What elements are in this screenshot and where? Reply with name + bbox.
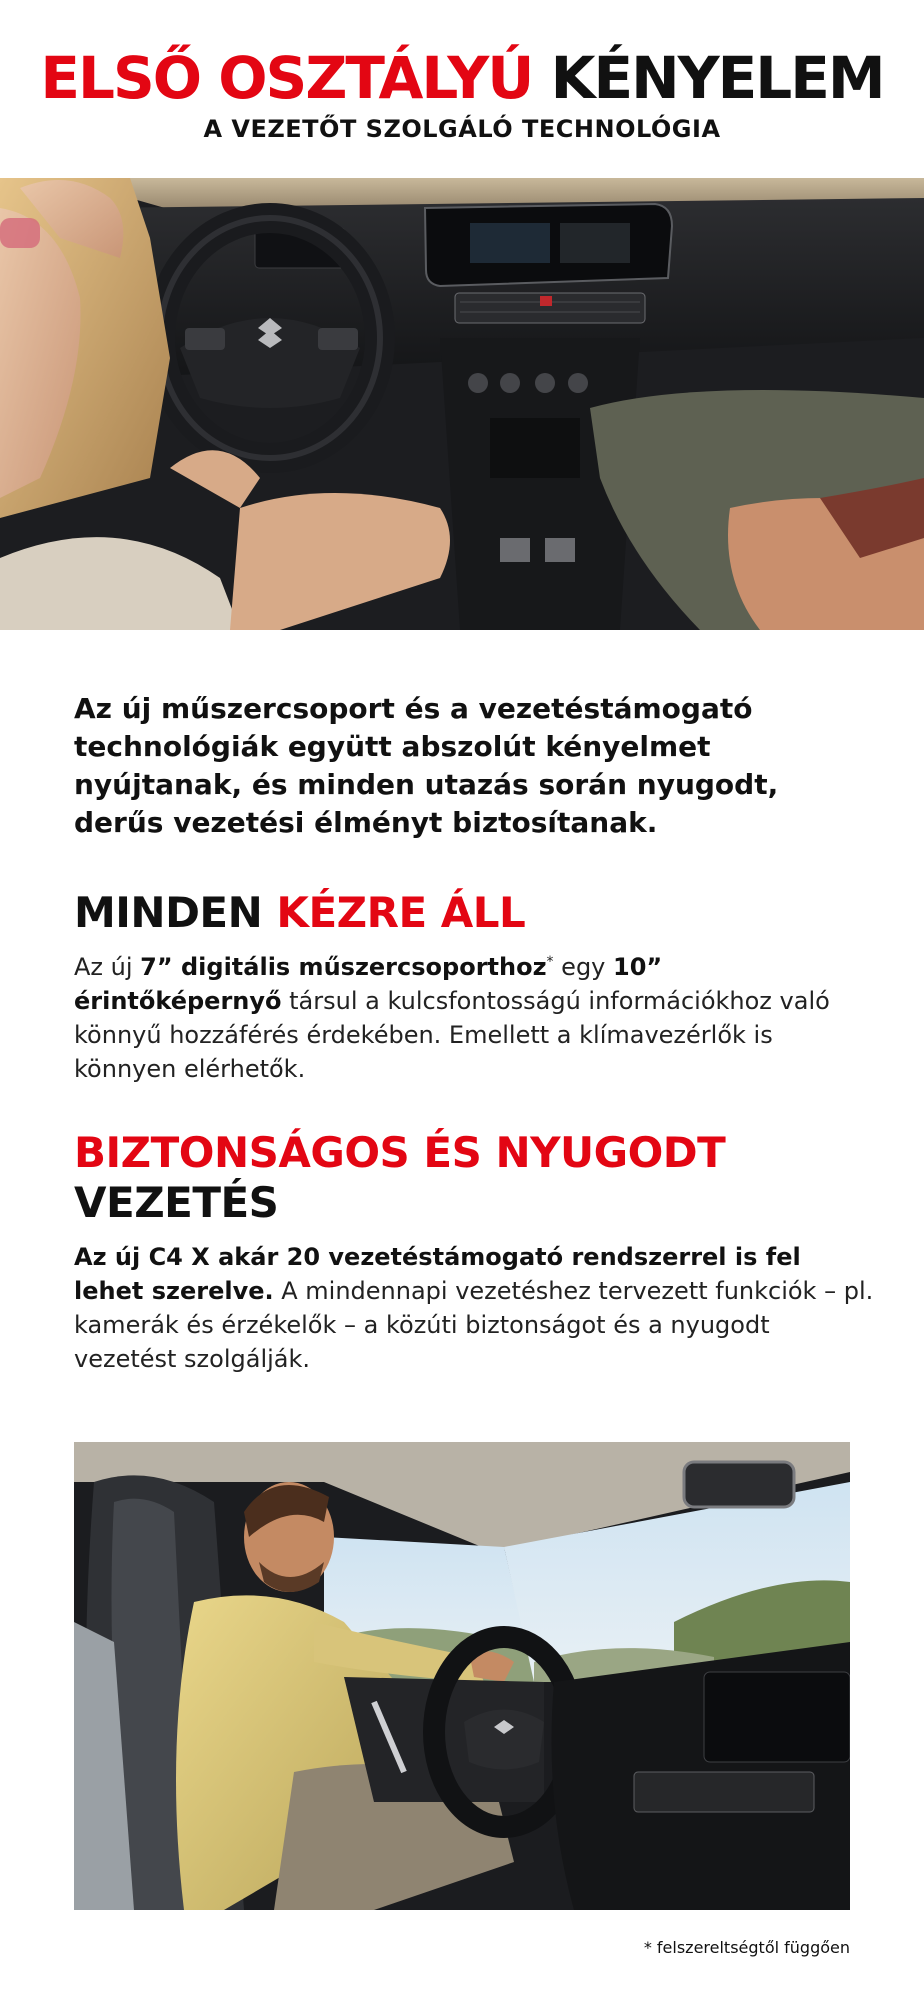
section1-text-1: Az új [74,953,141,981]
dashboard-photo [0,178,924,630]
title-black-part: KÉNYELEM [550,44,884,112]
section1-bold-2: 10” érintőképernyő [74,953,663,1015]
page-title [0,44,924,112]
section2-heading-red: BIZTONSÁGOS ÉS NYUGODT [74,1128,726,1177]
section2-bold: Az új C4 X akár 20 vezetéstámogató rendszerrel is fel lehet szerelve. [74,1243,801,1305]
section1-heading-red: KÉZRE ÁLL [276,888,526,937]
intro-text: Az új műszercsoport és a vezetéstámogató technológiák együtt abszolút kényelmet nyújtanak, és minden utazás során nyugodt, derűs vezetési élményt biztosítanak. [74,692,779,839]
section2-heading [74,1128,725,1228]
section1-heading-black: MINDEN [74,888,263,937]
footnote: * felszereltségtől függően [643,1938,850,1957]
section2-paragraph [74,1240,874,1376]
section2-heading-black: VEZETÉS [74,1178,279,1227]
section1-text-3: társul a kulcsfontosságú információkhoz való könnyű hozzáférés érdekében. Emellett a klímavezérlők is könnyen elérhetők. [74,987,830,1083]
section1-heading [74,888,525,938]
section2-text: A mindennapi vezetéshez tervezett funkciók – pl. kamerák és érzékelők – a közúti biztonságot és a nyugodt vezetést szolgálják. [74,1277,874,1373]
page-subtitle: A VEZETŐT SZOLGÁLÓ TECHNOLÓGIA [203,115,721,143]
title-red-part: ELSŐ OSZTÁLYÚ [40,44,533,112]
section1-paragraph [74,950,874,1086]
section1-bold-1: 7” digitális műszercsoporthoz [140,953,547,981]
driver-photo [74,1442,850,1910]
page-header [0,44,924,144]
section1-text-2: egy [553,953,614,981]
section1-footnote-mark: * [546,954,554,970]
